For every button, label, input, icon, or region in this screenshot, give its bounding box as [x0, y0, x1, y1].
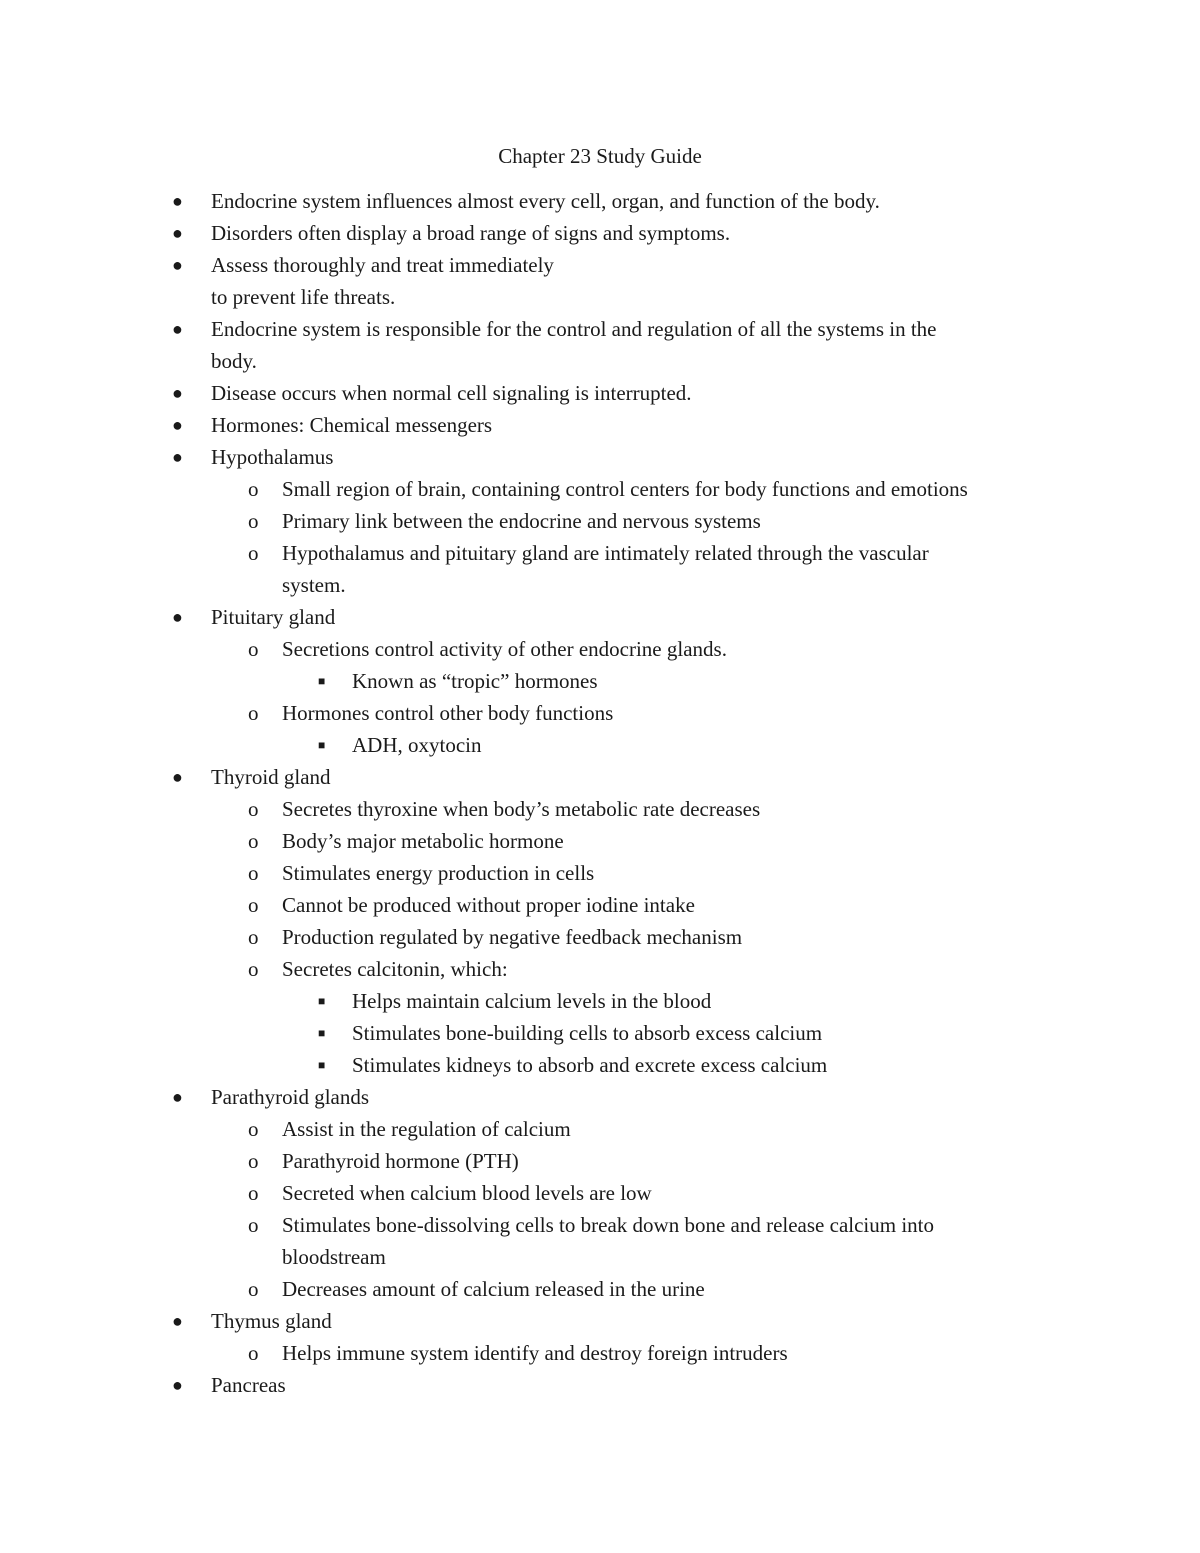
outline-item-level-1: [0, 441, 1200, 473]
square-bullet-icon: ■: [318, 1026, 326, 1040]
outline-item-text: Secretes calcitonin, which:: [282, 957, 508, 981]
circle-bullet-icon: o: [248, 861, 259, 885]
outline-item-level-2: [0, 953, 1200, 985]
outline-item-text: Disease occurs when normal cell signaling is interrupted.: [211, 381, 692, 405]
circle-bullet-icon: o: [248, 1277, 259, 1301]
bullet-icon: ●: [172, 191, 183, 211]
outline-item-text: Production regulated by negative feedback mechanism: [282, 925, 743, 949]
outline-item-text: Parathyroid glands: [211, 1085, 370, 1109]
outline-item-text: Endocrine system is responsible for the control and regulation of all the systems in the: [211, 317, 937, 341]
outline-item-level-2: [0, 889, 1200, 921]
circle-bullet-icon: o: [248, 893, 259, 917]
square-bullet-icon: ■: [318, 674, 326, 688]
outline-item-text: Secretions control activity of other endocrine glands.: [282, 637, 727, 661]
outline-item-text: Pancreas: [211, 1373, 286, 1397]
study-guide-outline: [0, 185, 1200, 1401]
bullet-icon: ●: [172, 223, 183, 243]
outline-item-text: Disorders often display a broad range of signs and symptoms.: [211, 221, 731, 245]
circle-bullet-icon: o: [248, 1213, 259, 1237]
outline-item-text: body.: [211, 349, 257, 373]
outline-item-level-2: [0, 1209, 1200, 1273]
circle-bullet-icon: o: [248, 1117, 259, 1141]
outline-item-text: system.: [282, 573, 346, 597]
outline-item-level-2: [0, 505, 1200, 537]
outline-item-text: Assist in the regulation of calcium: [282, 1117, 571, 1141]
outline-item-level-1: [0, 409, 1200, 441]
outline-item-text: Endocrine system influences almost every cell, organ, and function of the body.: [211, 189, 880, 213]
outline-item-text: Parathyroid hormone (PTH): [282, 1149, 519, 1173]
bullet-icon: ●: [172, 1087, 183, 1107]
outline-item-level-3: [0, 1049, 1200, 1081]
outline-item-level-2: [0, 473, 1200, 505]
outline-item-level-1: [0, 377, 1200, 409]
outline-item-level-1: [0, 185, 1200, 217]
outline-item-level-2: [0, 793, 1200, 825]
circle-bullet-icon: o: [248, 509, 259, 533]
circle-bullet-icon: o: [248, 957, 259, 981]
square-bullet-icon: ■: [318, 994, 326, 1008]
outline-item-text: Small region of brain, containing control centers for body functions and emotions: [282, 477, 968, 501]
outline-item-text: Thymus gland: [211, 1309, 332, 1333]
circle-bullet-icon: o: [248, 477, 259, 501]
bullet-icon: ●: [172, 1311, 183, 1331]
circle-bullet-icon: o: [248, 1181, 259, 1205]
outline-item-text: Known as “tropic” hormones: [352, 669, 598, 693]
circle-bullet-icon: o: [248, 829, 259, 853]
bullet-icon: ●: [172, 447, 183, 467]
outline-item-level-1: [0, 761, 1200, 793]
outline-item-level-2: [0, 633, 1200, 665]
outline-item-text: Helps maintain calcium levels in the blood: [352, 989, 712, 1013]
square-bullet-icon: ■: [318, 1058, 326, 1072]
outline-item-text: Hypothalamus: [211, 445, 334, 469]
square-bullet-icon: ■: [318, 738, 326, 752]
bullet-icon: ●: [172, 1375, 183, 1395]
outline-item-text: Thyroid gland: [211, 765, 331, 789]
outline-item-text: ADH, oxytocin: [352, 733, 482, 757]
outline-item-level-1: [0, 249, 1200, 313]
outline-item-level-2: [0, 825, 1200, 857]
outline-item-text: Primary link between the endocrine and nervous systems: [282, 509, 761, 533]
outline-item-text: Secreted when calcium blood levels are low: [282, 1181, 652, 1205]
outline-item-text: Stimulates kidneys to absorb and excrete excess calcium: [352, 1053, 828, 1077]
outline-item-text: Pituitary gland: [211, 605, 336, 629]
outline-item-text: Helps immune system identify and destroy foreign intruders: [282, 1341, 788, 1365]
outline-item-text: bloodstream: [282, 1245, 386, 1269]
circle-bullet-icon: o: [248, 925, 259, 949]
outline-item-level-2: [0, 1145, 1200, 1177]
circle-bullet-icon: o: [248, 1149, 259, 1173]
circle-bullet-icon: o: [248, 637, 259, 661]
outline-item-level-2: [0, 921, 1200, 953]
outline-item-level-1: [0, 313, 1200, 377]
outline-item-text: Decreases amount of calcium released in the urine: [282, 1277, 705, 1301]
bullet-icon: ●: [172, 415, 183, 435]
bullet-icon: ●: [172, 383, 183, 403]
outline-item-level-2: [0, 697, 1200, 729]
outline-item-text: Body’s major metabolic hormone: [282, 829, 564, 853]
outline-item-level-3: [0, 985, 1200, 1017]
outline-item-level-2: [0, 1273, 1200, 1305]
outline-item-level-1: [0, 601, 1200, 633]
circle-bullet-icon: o: [248, 701, 259, 725]
outline-item-level-2: [0, 1113, 1200, 1145]
outline-item-text: Cannot be produced without proper iodine intake: [282, 893, 695, 917]
circle-bullet-icon: o: [248, 797, 259, 821]
outline-item-level-1: [0, 1305, 1200, 1337]
outline-item-text: Stimulates bone-dissolving cells to break down bone and release calcium into: [282, 1213, 935, 1237]
outline-item-text: Secretes thyroxine when body’s metabolic rate decreases: [282, 797, 761, 821]
outline-item-text: Hypothalamus and pituitary gland are intimately related through the vascular: [282, 541, 929, 565]
outline-item-level-2: [0, 857, 1200, 889]
bullet-icon: ●: [172, 319, 183, 339]
circle-bullet-icon: o: [248, 541, 259, 565]
outline-item-level-2: [0, 537, 1200, 601]
bullet-icon: ●: [172, 767, 183, 787]
outline-item-text: Stimulates bone-building cells to absorb excess calcium: [352, 1021, 823, 1045]
page-title: Chapter 23 Study Guide: [498, 144, 702, 168]
outline-item-text: Hormones: Chemical messengers: [211, 413, 493, 437]
outline-item-level-2: [0, 1337, 1200, 1369]
outline-item-level-3: [0, 729, 1200, 761]
outline-item-level-3: [0, 665, 1200, 697]
outline-item-text: Assess thoroughly and treat immediately: [211, 253, 554, 277]
bullet-icon: ●: [172, 607, 183, 627]
outline-item-text: Stimulates energy production in cells: [282, 861, 595, 885]
outline-item-level-1: [0, 1081, 1200, 1113]
outline-item-level-1: [0, 217, 1200, 249]
outline-item-level-1: [0, 1369, 1200, 1401]
outline-item-text: to prevent life threats.: [211, 285, 396, 309]
outline-item-level-3: [0, 1017, 1200, 1049]
circle-bullet-icon: o: [248, 1341, 259, 1365]
bullet-icon: ●: [172, 255, 183, 275]
outline-item-level-2: [0, 1177, 1200, 1209]
outline-item-text: Hormones control other body functions: [282, 701, 614, 725]
